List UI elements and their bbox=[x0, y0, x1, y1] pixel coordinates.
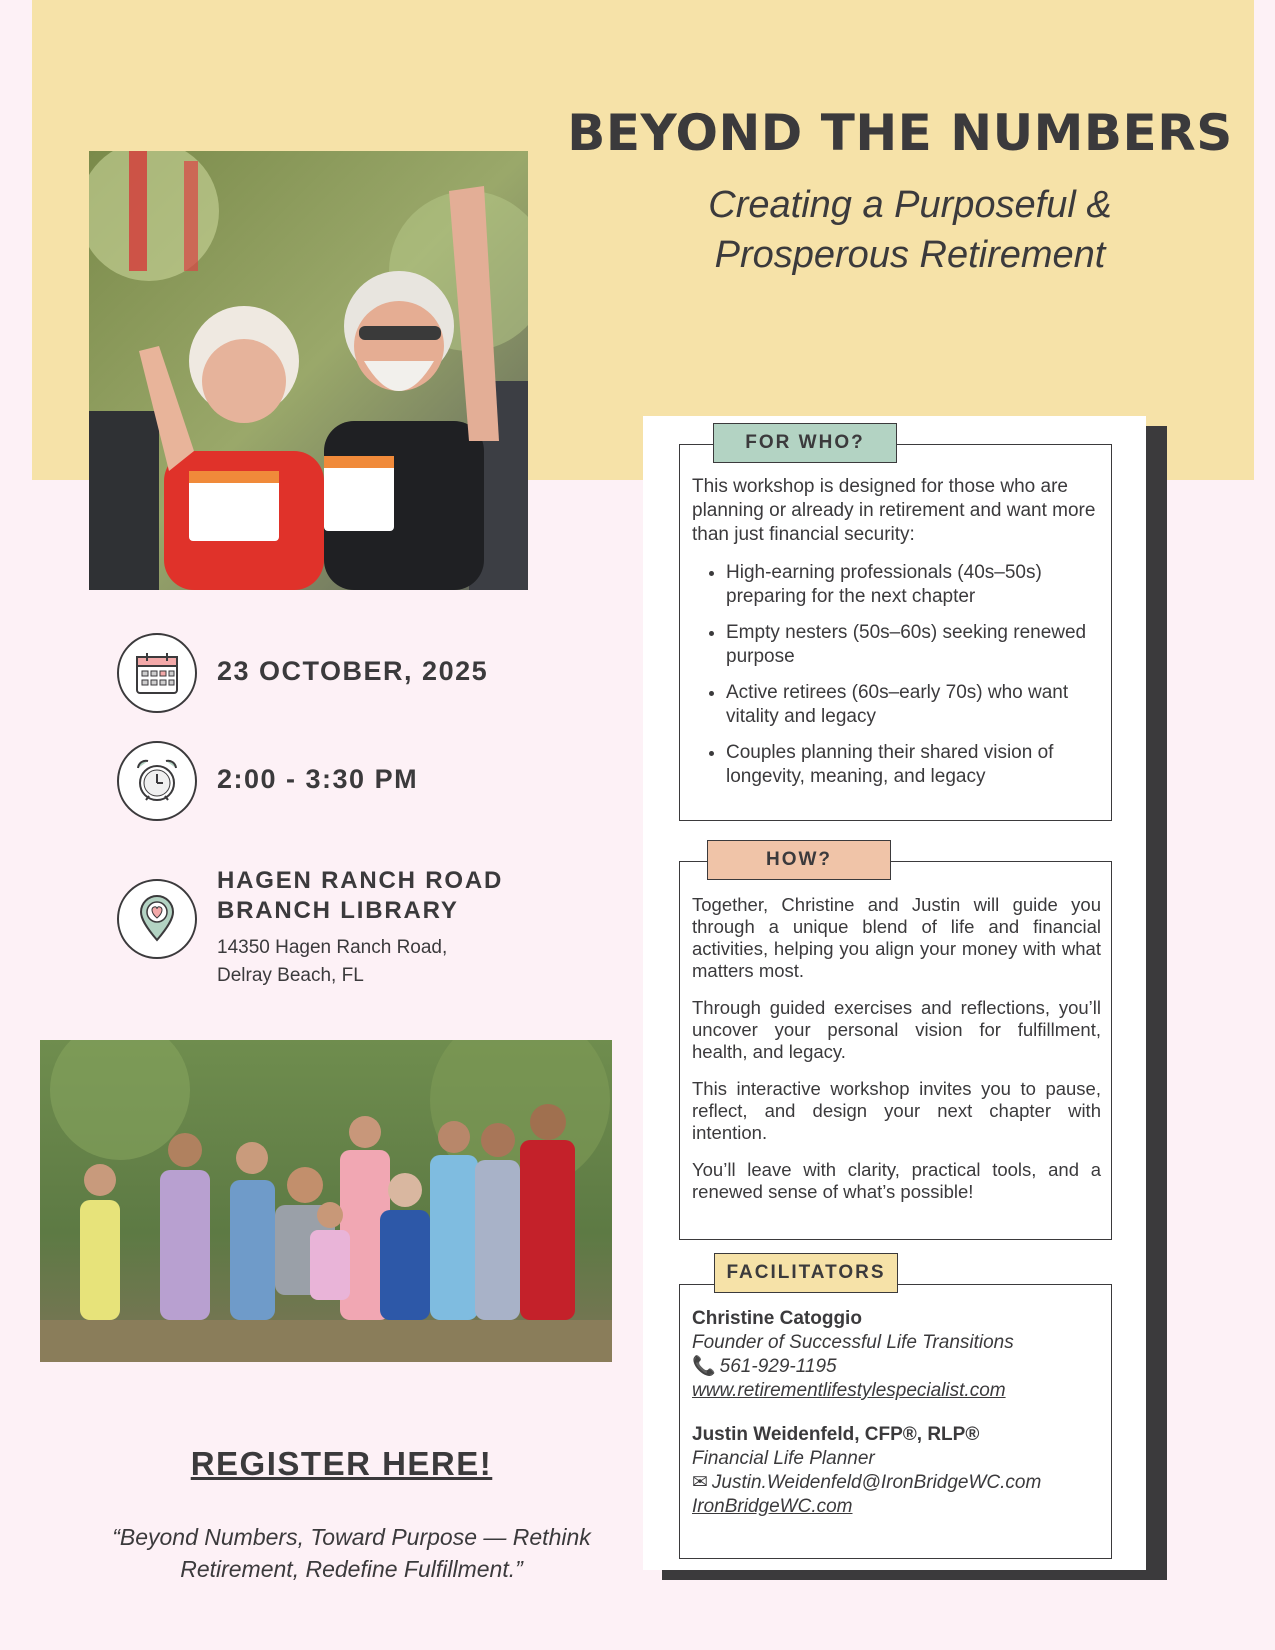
event-time: 2:00 - 3:30 PM bbox=[217, 764, 419, 794]
how-paragraph: This interactive workshop invites you to pause, reflect, and design your next chapter with intention. bbox=[692, 1078, 1101, 1143]
phone-number: 561-929-1195 bbox=[719, 1356, 837, 1377]
facilitator-role: Founder of Successful Life Transitions bbox=[692, 1332, 1014, 1353]
closing-quote bbox=[60, 1521, 643, 1585]
phone-icon: 📞 bbox=[692, 1356, 716, 1377]
quote-line-1: “Beyond Numbers, Toward Purpose — Rethink bbox=[112, 1524, 591, 1550]
list-item: • Couples planning their shared vision of longevity, meaning, and legacy bbox=[726, 741, 1101, 789]
facilitator-website-link[interactable]: www.retirementlifestylespecialist.com bbox=[692, 1380, 1006, 1401]
subtitle-line-1: Creating a Purposeful & bbox=[708, 184, 1112, 226]
how-paragraph: Through guided exercises and reflections, you’ll uncover your personal vision for fulfillment, health, and legacy. bbox=[692, 997, 1101, 1062]
facilitator-role: Financial Life Planner bbox=[692, 1448, 875, 1469]
facilitators-content bbox=[692, 1307, 1101, 1519]
facilitator-website-link[interactable]: IronBridgeWC.com bbox=[692, 1496, 853, 1517]
for-who-content bbox=[692, 475, 1101, 801]
calendar-icon bbox=[117, 633, 197, 713]
facilitator-phone[interactable] bbox=[692, 1355, 1101, 1379]
list-item: • Empty nesters (50s–60s) seeking renewed purpose bbox=[726, 621, 1101, 669]
how-box bbox=[679, 861, 1112, 1240]
audience-list bbox=[692, 561, 1101, 789]
family-group-photo bbox=[40, 1040, 612, 1362]
register-link[interactable]: REGISTER HERE! bbox=[190, 1445, 493, 1482]
page-subtitle bbox=[560, 180, 1260, 280]
facilitators-box bbox=[679, 1284, 1112, 1559]
list-item: • Active retirees (60s–early 70s) who want vitality and legacy bbox=[726, 681, 1101, 729]
venue-name-line-1: HAGEN RANCH ROAD bbox=[217, 867, 504, 894]
for-who-intro: This workshop is designed for those who are planning or already in retirement and want more than just financial security: bbox=[692, 476, 1096, 545]
for-who-tag: FOR WHO? bbox=[713, 423, 897, 463]
email-address: Justin.Weidenfeld@IronBridgeWC.com bbox=[711, 1472, 1042, 1493]
facilitator-name: Christine Catoggio bbox=[692, 1308, 862, 1329]
how-paragraph: Together, Christine and Justin will guide you through a unique blend of life and financial activities, helping you align your money with what matters most. bbox=[692, 894, 1101, 981]
page-title: BEYOND THE NUMBERS bbox=[567, 104, 1233, 162]
venue-address bbox=[217, 934, 447, 990]
address-line-1: 14350 Hagen Ranch Road, bbox=[217, 937, 448, 958]
event-date: 23 OCTOBER, 2025 bbox=[217, 656, 489, 686]
list-item: • High-earning professionals (40s–50s) preparing for the next chapter bbox=[726, 561, 1101, 609]
subtitle-line-2: Prosperous Retirement bbox=[714, 234, 1106, 276]
how-tag: HOW? bbox=[707, 840, 891, 880]
facilitator-name: Justin Weidenfeld, CFP®, RLP® bbox=[692, 1424, 980, 1445]
venue-name-line-2: BRANCH LIBRARY bbox=[217, 897, 459, 924]
location-heart-icon bbox=[117, 879, 197, 959]
envelope-icon: ✉ bbox=[692, 1472, 708, 1493]
address-line-2: Delray Beach, FL bbox=[217, 965, 364, 986]
alarm-clock-icon bbox=[117, 741, 197, 821]
for-who-box bbox=[679, 444, 1112, 821]
facilitators-tag: FACILITATORS bbox=[714, 1253, 898, 1293]
quote-line-2: Retirement, Redefine Fulfillment.” bbox=[180, 1556, 523, 1582]
facilitator-email[interactable] bbox=[692, 1471, 1101, 1495]
how-content bbox=[692, 894, 1101, 1218]
venue-name bbox=[217, 866, 503, 926]
how-paragraph: You’ll leave with clarity, practical tools, and a renewed sense of what’s possible! bbox=[692, 1159, 1101, 1202]
seniors-runners-photo bbox=[89, 151, 528, 590]
